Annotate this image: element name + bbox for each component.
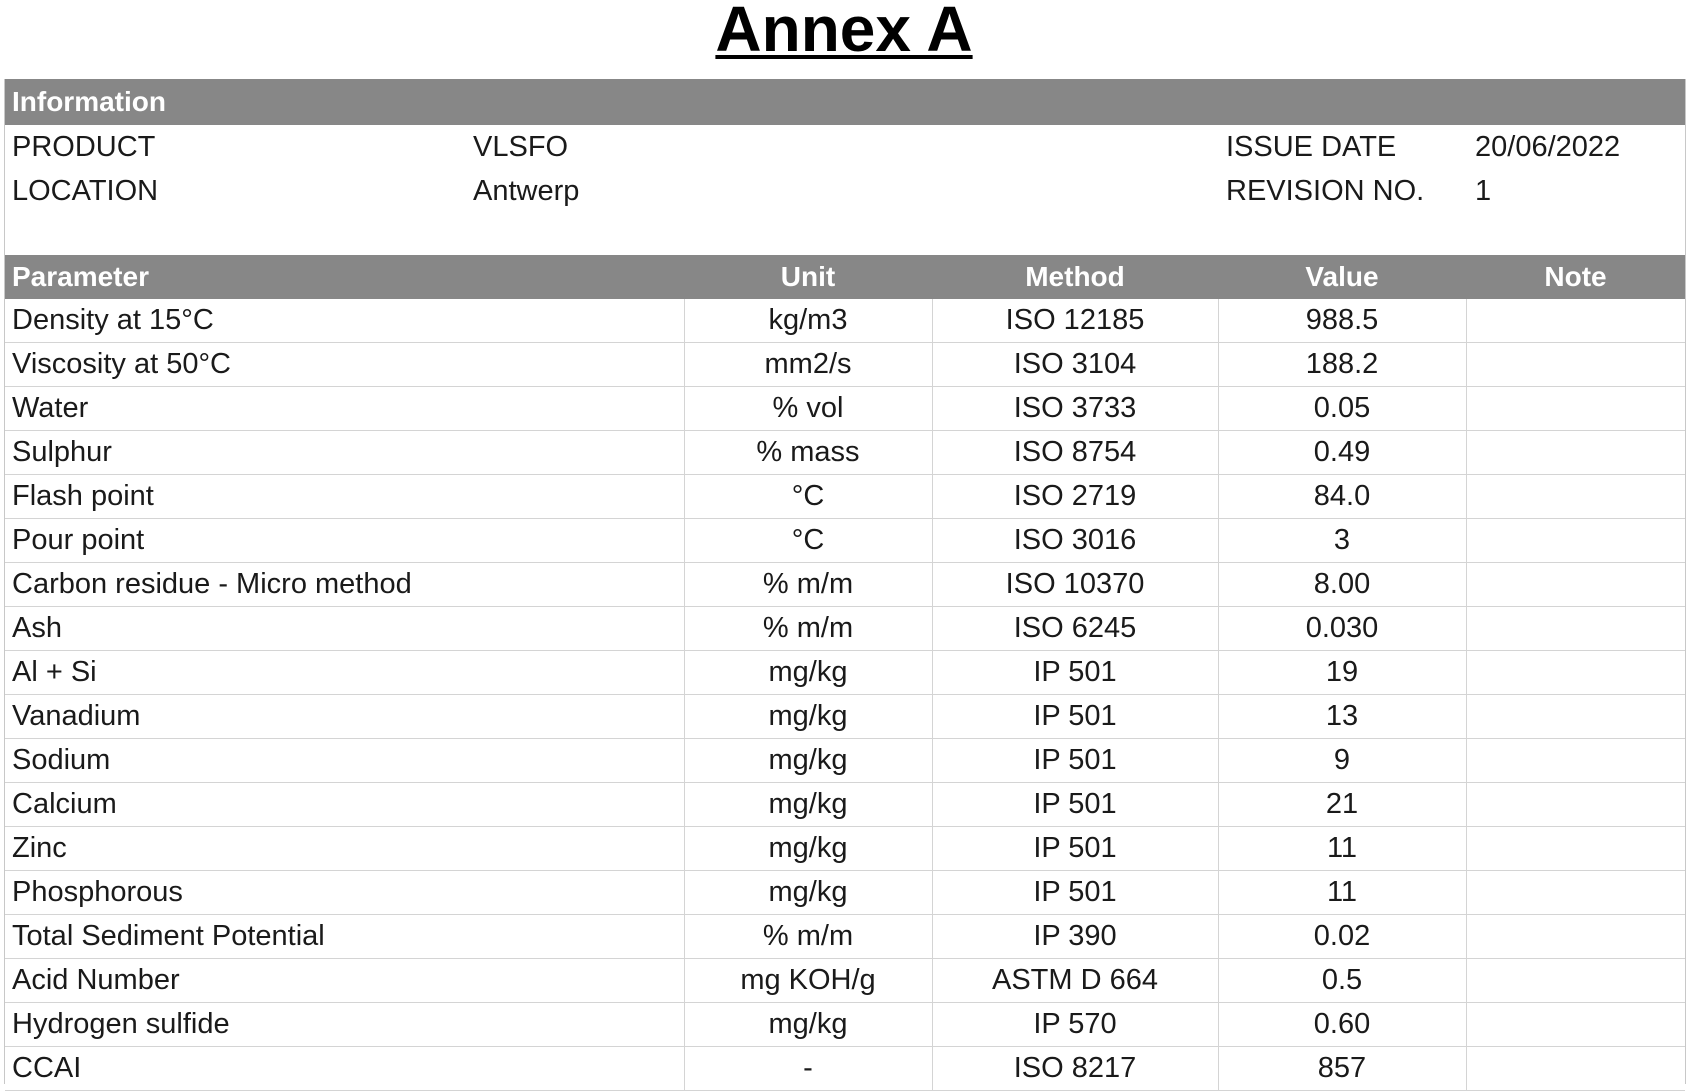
cell-unit: mm2/s — [684, 343, 932, 387]
cell-value: 19 — [1218, 651, 1466, 695]
cell-parameter: Vanadium — [5, 695, 684, 739]
table-row — [5, 783, 1685, 827]
cell-unit: mg/kg — [684, 871, 932, 915]
cell-unit: - — [684, 1047, 932, 1091]
table-row — [5, 519, 1685, 563]
cell-value: 988.5 — [1218, 299, 1466, 343]
cell-parameter: Flash point — [5, 475, 684, 519]
product-label: PRODUCT — [12, 131, 156, 163]
cell-value: 0.05 — [1218, 387, 1466, 431]
parameters-header-row — [5, 255, 1685, 299]
cell-value: 84.0 — [1218, 475, 1466, 519]
information-header — [5, 79, 1685, 125]
cell-unit: kg/m3 — [684, 299, 932, 343]
table-row — [5, 475, 1685, 519]
cell-note — [1466, 827, 1685, 871]
cell-unit: °C — [684, 475, 932, 519]
cell-parameter: Sulphur — [5, 431, 684, 475]
cell-value: 3 — [1218, 519, 1466, 563]
cell-note — [1466, 915, 1685, 959]
cell-method: ISO 3016 — [932, 519, 1218, 563]
cell-value: 21 — [1218, 783, 1466, 827]
cell-value: 857 — [1218, 1047, 1466, 1091]
cell-parameter: Carbon residue - Micro method — [5, 563, 684, 607]
table-row — [5, 387, 1685, 431]
cell-note — [1466, 431, 1685, 475]
cell-unit: % m/m — [684, 607, 932, 651]
info-row-location — [5, 169, 1685, 213]
cell-parameter: Phosphorous — [5, 871, 684, 915]
cell-note — [1466, 387, 1685, 431]
cell-value: 11 — [1218, 827, 1466, 871]
header-parameter: Parameter — [5, 255, 684, 299]
cell-parameter: Acid Number — [5, 959, 684, 1003]
cell-method: ISO 8754 — [932, 431, 1218, 475]
cell-parameter: Calcium — [5, 783, 684, 827]
info-row-product — [5, 125, 1685, 169]
cell-unit: mg/kg — [684, 739, 932, 783]
table-row — [5, 343, 1685, 387]
cell-method: ISO 3733 — [932, 387, 1218, 431]
cell-unit: mg KOH/g — [684, 959, 932, 1003]
cell-note — [1466, 783, 1685, 827]
cell-value: 11 — [1218, 871, 1466, 915]
cell-unit: mg/kg — [684, 1003, 932, 1047]
cell-method: ISO 8217 — [932, 1047, 1218, 1091]
revision-no-label: REVISION NO. — [1226, 175, 1425, 207]
information-header-label: Information — [12, 86, 166, 117]
table-row — [5, 915, 1685, 959]
cell-note — [1466, 959, 1685, 1003]
cell-note — [1466, 1003, 1685, 1047]
cell-note — [1466, 519, 1685, 563]
cell-value: 13 — [1218, 695, 1466, 739]
cell-value: 0.02 — [1218, 915, 1466, 959]
cell-note — [1466, 871, 1685, 915]
cell-value: 0.030 — [1218, 607, 1466, 651]
cell-method: IP 501 — [932, 871, 1218, 915]
cell-unit: % mass — [684, 431, 932, 475]
page-title-text: Annex A — [715, 0, 973, 65]
cell-method: ISO 3104 — [932, 343, 1218, 387]
cell-unit: % m/m — [684, 563, 932, 607]
cell-value: 0.49 — [1218, 431, 1466, 475]
header-value: Value — [1218, 255, 1466, 299]
cell-note — [1466, 739, 1685, 783]
table-row — [5, 1003, 1685, 1047]
cell-parameter: Hydrogen sulfide — [5, 1003, 684, 1047]
cell-unit: mg/kg — [684, 783, 932, 827]
cell-unit: mg/kg — [684, 827, 932, 871]
cell-note — [1466, 475, 1685, 519]
cell-method: ASTM D 664 — [932, 959, 1218, 1003]
table-row — [5, 959, 1685, 1003]
cell-note — [1466, 563, 1685, 607]
cell-parameter: Density at 15°C — [5, 299, 684, 343]
cell-parameter: Water — [5, 387, 684, 431]
cell-note — [1466, 695, 1685, 739]
table-row — [5, 739, 1685, 783]
cell-parameter: CCAI — [5, 1047, 684, 1091]
cell-parameter: Pour point — [5, 519, 684, 563]
cell-method: IP 390 — [932, 915, 1218, 959]
cell-unit: mg/kg — [684, 651, 932, 695]
table-row — [5, 827, 1685, 871]
cell-value: 0.60 — [1218, 1003, 1466, 1047]
cell-parameter: Al + Si — [5, 651, 684, 695]
cell-value: 0.5 — [1218, 959, 1466, 1003]
cell-method: ISO 2719 — [932, 475, 1218, 519]
header-method: Method — [932, 255, 1218, 299]
revision-no-value: 1 — [1475, 175, 1492, 207]
table-row — [5, 651, 1685, 695]
cell-method: ISO 12185 — [932, 299, 1218, 343]
cell-unit: mg/kg — [684, 695, 932, 739]
cell-method: IP 570 — [932, 1003, 1218, 1047]
cell-method: IP 501 — [932, 739, 1218, 783]
cell-parameter: Viscosity at 50°C — [5, 343, 684, 387]
cell-unit: % vol — [684, 387, 932, 431]
cell-parameter: Zinc — [5, 827, 684, 871]
issue-date-label: ISSUE DATE — [1226, 131, 1397, 163]
cell-method: ISO 6245 — [932, 607, 1218, 651]
table-row — [5, 695, 1685, 739]
cell-method: IP 501 — [932, 651, 1218, 695]
cell-method: IP 501 — [932, 783, 1218, 827]
parameters-body — [5, 299, 1685, 1091]
cell-note — [1466, 607, 1685, 651]
product-value: VLSFO — [473, 131, 569, 163]
specification-sheet — [4, 79, 1686, 1084]
cell-parameter: Ash — [5, 607, 684, 651]
cell-parameter: Total Sediment Potential — [5, 915, 684, 959]
parameters-table — [5, 255, 1685, 1091]
cell-value: 188.2 — [1218, 343, 1466, 387]
table-row — [5, 431, 1685, 475]
header-note: Note — [1466, 255, 1685, 299]
cell-method: ISO 10370 — [932, 563, 1218, 607]
location-value: Antwerp — [473, 175, 580, 207]
cell-unit: °C — [684, 519, 932, 563]
cell-method: IP 501 — [932, 695, 1218, 739]
cell-value: 9 — [1218, 739, 1466, 783]
cell-note — [1466, 651, 1685, 695]
header-unit: Unit — [684, 255, 932, 299]
cell-parameter: Sodium — [5, 739, 684, 783]
table-row — [5, 299, 1685, 343]
table-row — [5, 607, 1685, 651]
issue-date-value: 20/06/2022 — [1475, 131, 1621, 163]
table-row — [5, 871, 1685, 915]
cell-note — [1466, 343, 1685, 387]
cell-method: IP 501 — [932, 827, 1218, 871]
location-label: LOCATION — [12, 175, 159, 207]
cell-note — [1466, 299, 1685, 343]
cell-value: 8.00 — [1218, 563, 1466, 607]
cell-unit: % m/m — [684, 915, 932, 959]
table-row — [5, 563, 1685, 607]
page-title — [0, 0, 1688, 64]
